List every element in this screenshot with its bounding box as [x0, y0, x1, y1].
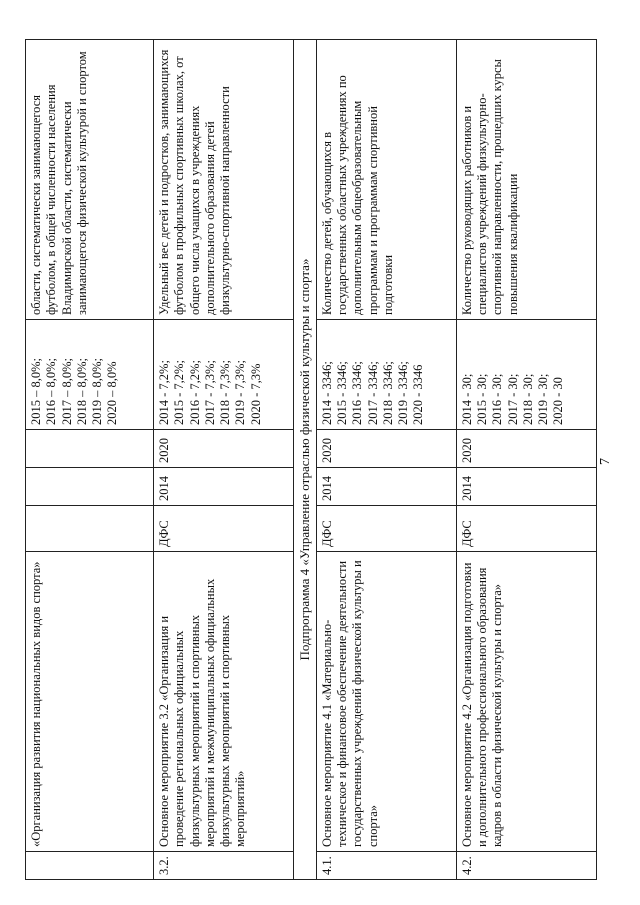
measure-name: Основное мероприятие 4.1 «Материально-техническое и финансовое обеспечение деятельности государственных учреждений физической культуры и спорта»	[316, 552, 456, 852]
value-line: 2017 - 7,3%;	[202, 360, 217, 425]
measure-name: «Организация развития национальных видов спорта»	[26, 552, 154, 852]
start-year: 2014	[456, 468, 596, 506]
indicator-text: Количество детей, обучающихся в государственных областных учреждениях по дополнительным общеобразовательным программам и программам спортивной подготовки	[316, 40, 456, 320]
value-line: 2017 – 8,0%;	[59, 357, 74, 425]
start-year	[26, 468, 154, 506]
table-row-4-1	[316, 40, 456, 880]
value-line: 2019 – 8,0%;	[90, 357, 104, 425]
indicator-values	[316, 320, 456, 430]
value-line: 2016 – 8,0%;	[44, 357, 59, 425]
value-line: 2019 - 3346;	[396, 361, 411, 425]
indicator-text: Удельный вес детей и подростков, занимающихся футболом в профильных спортивных школах, от общего числа учащихся в учреждениях дополнительного образования детей физкультурно-спортивной направленности	[154, 40, 294, 320]
value-line: 2014 - 7,2%;	[157, 360, 171, 425]
end-year: 2020	[456, 430, 596, 468]
value-line: 2014 - 3346;	[319, 361, 334, 425]
value-line: 2020 - 7,3%	[248, 363, 263, 425]
row-number: 3.2.	[154, 852, 294, 880]
start-year: 2014	[316, 468, 456, 506]
value-line: 2018 - 3346;	[380, 361, 395, 425]
indicator-text: области, систематически занимающегося футболом, в общей численности населения Владимирской области, систематически занимающегося физической культурой и спортом	[26, 40, 154, 320]
value-line: 2019 - 30;	[536, 373, 551, 425]
row-number: 4.2.	[456, 852, 596, 880]
page-number: 7	[598, 458, 613, 465]
subprogram-title: Подпрограмма 4 «Управление отраслью физической культуры и спорта»	[294, 40, 317, 880]
value-line: 2020 – 8,0%	[105, 361, 120, 425]
value-line: 2015 - 7,2%;	[172, 360, 187, 425]
indicator-values	[26, 320, 154, 430]
value-line: 2015 - 3346;	[335, 361, 350, 425]
end-year: 2020	[316, 430, 456, 468]
measures-table	[25, 39, 597, 880]
end-year	[26, 430, 154, 468]
start-year: 2014	[154, 468, 294, 506]
value-line: 2020 - 30	[551, 377, 566, 425]
value-line: 2018 - 7,3%;	[218, 360, 232, 425]
executor: ДФС	[316, 506, 456, 552]
value-line: 2020 - 3346	[411, 364, 426, 425]
subprogram-heading-row	[294, 40, 317, 880]
table-row-4-2	[456, 40, 596, 880]
end-year: 2020	[154, 430, 294, 468]
measure-name: Основное мероприятие 4.2 «Организация подготовки и дополнительного профессионального образования кадров в области физической культуры и спорта»	[456, 552, 596, 852]
indicator-text: Количество руководящих работников и специалистов учреждений физкультурно-спортивной направленности, прошедших курсы повышения квалификации	[456, 40, 596, 320]
value-line: 2015 - 30;	[475, 373, 490, 425]
value-line: 2016 - 30;	[490, 373, 505, 425]
table-row-continued	[26, 40, 154, 880]
value-line: 2017 - 30;	[505, 373, 520, 425]
indicator-values	[456, 320, 596, 430]
value-line: 2019 - 7,3%;	[233, 360, 248, 425]
indicator-values	[154, 320, 294, 430]
value-line: 2018 - 30;	[520, 373, 535, 425]
value-line: 2014 - 30;	[459, 373, 474, 425]
value-line: 2016 - 7,2%;	[187, 360, 202, 425]
value-line: 2016 - 3346;	[350, 361, 365, 425]
row-number: 4.1.	[316, 852, 456, 880]
executor: ДФС	[456, 506, 596, 552]
table-row-3-2	[154, 40, 294, 880]
row-number	[26, 852, 154, 880]
value-line: 2015 – 8,0%;	[29, 357, 43, 425]
value-line: 2017 - 3346;	[365, 361, 380, 425]
executor	[26, 506, 154, 552]
measure-name: Основное мероприятие 3.2 «Организация и проведение региональных официальных физкультурных мероприятий и спортивных мероприятий и межмуниципальных официальных физкультурных мероприятий и спортивных мероприятий»	[154, 552, 294, 852]
value-line: 2018 – 8,0%;	[74, 357, 89, 425]
executor: ДФС	[154, 506, 294, 552]
